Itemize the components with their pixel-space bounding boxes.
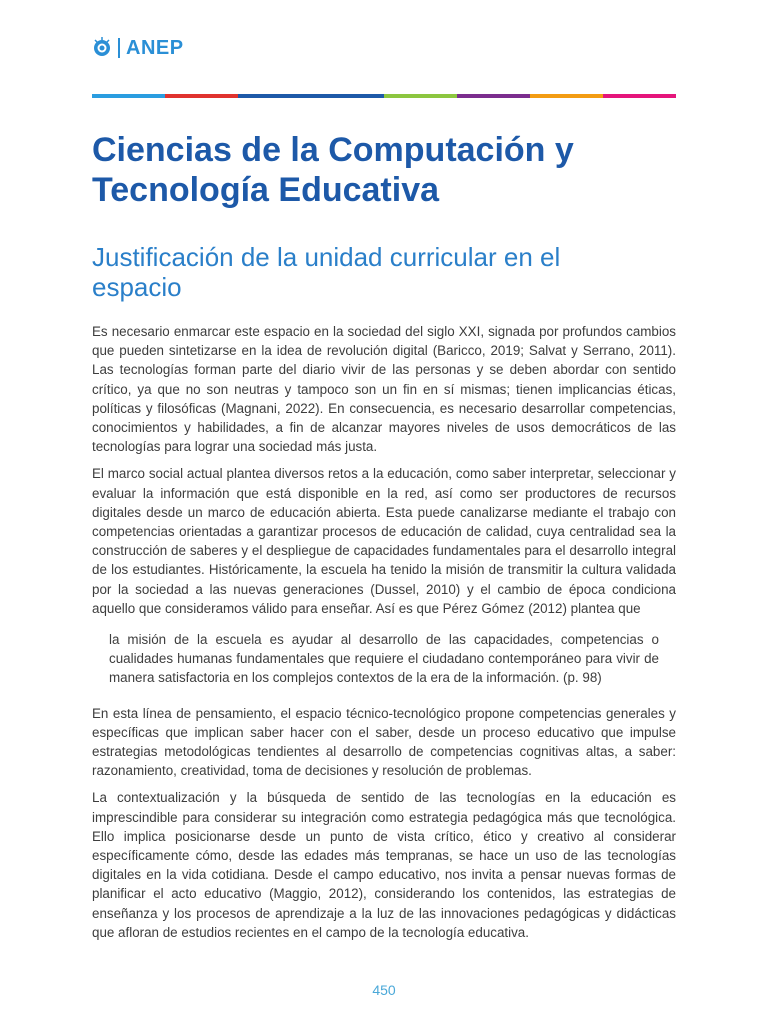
color-stripe-segment	[530, 94, 603, 98]
color-stripe-segment	[457, 94, 530, 98]
color-stripe-segment	[603, 94, 676, 98]
paragraph: El marco social actual plantea diversos retos a la educación, como saber interpretar, seleccionar y evaluar la información que está disponible en la red, así como ser productores de recursos digitales desde un marco de educación abierta. Esta puede canalizarse mediante el trabajo con competencias orientadas a garantizar procesos de educación de calidad, cuya centralidad sea la construcción de saberes y el despliegue de capacidades fundamentales para el desarrollo integral de los estudiantes. Históricamente, la escuela ha tenido la misión de transmitir la cultura validada por la sociedad a las nuevas generaciones (Dussel, 2010) y el cambio de época condiciona aquello que consideramos válido para enseñar. Así es que Pérez Gómez (2012) plantea que	[92, 466, 676, 616]
page-title: Ciencias de la Computación y Tecnología Educativa	[92, 131, 574, 209]
color-stripe-segment	[165, 94, 238, 98]
paragraph: En esta línea de pensamiento, el espacio técnico-tecnológico propone competencias generales y específicas que implican saber hacer con el saber, desde un proceso educativo que impulse estrategias metodológicas tendientes al desarrollo de competencias cognitivas altas, a saber: razonamiento, creatividad, toma de decisiones y resolución de problemas.	[92, 705, 676, 779]
color-stripe-bar	[92, 94, 676, 98]
color-stripe-segment	[238, 94, 311, 98]
paragraph: La contextualización y la búsqueda de sentido de las tecnologías en la educación es imprescindible para considerar su integración como estrategia pedagógica más que tecnológica. Ello implica posicionarse desde un punto de vista crítico, ético y creativo al considerar específicamente cómo, desde las edades más tempranas, se hace un uso de las tecnologías digitales en la vida cotidiana. Desde el campo educativo, nos invita a pensar nuevas formas de planificar el acto educativo (Maggio, 2012), considerando los contenidos, las estrategias de enseñanza y los procesos de aprendizaje a la luz de las innovaciones pedagógicas y didácticas que afloran de estudios recientes en el campo de la tecnología educativa.	[92, 790, 676, 940]
logo-divider	[118, 38, 120, 58]
anep-logo	[92, 34, 184, 62]
color-stripe-segment	[92, 94, 165, 98]
page-number: 450	[372, 982, 396, 998]
color-stripe-segment	[384, 94, 457, 98]
paragraph: Es necesario enmarcar este espacio en la sociedad del siglo XXI, signada por profundos cambios que pueden sintetizarse en la idea de revolución digital (Baricco, 2019; Salvat y Serrano, 2011). Las tecnologías forman parte del diario vivir de las personas y se deben abordar con sentido crítico, ya que no son neutras y tampoco son un fin en sí mismas; tienen implicancias éticas, políticas y filosóficas (Magnani, 2022). En consecuencia, es necesario desarrollar competencias, conocimientos y habilidades, a fin de alcanzar mayores niveles de usos democráticos de las tecnologías para lograr una sociedad más justa.	[92, 324, 676, 455]
color-stripe-segment	[311, 94, 384, 98]
logo-text: ANEP	[126, 36, 184, 59]
anep-seal-icon	[92, 36, 112, 60]
section-subtitle: Justificación de la unidad curricular en el espacio	[92, 242, 561, 302]
block-quote: la misión de la escuela es ayudar al desarrollo de las capacidades, competencias o cualidades humanas fundamentales que requiere el ciudadano contemporáneo para vivir de manera satisfactoria en los complejos contextos de la era de la información. (p. 98)	[109, 632, 659, 686]
body-text	[92, 322, 676, 950]
